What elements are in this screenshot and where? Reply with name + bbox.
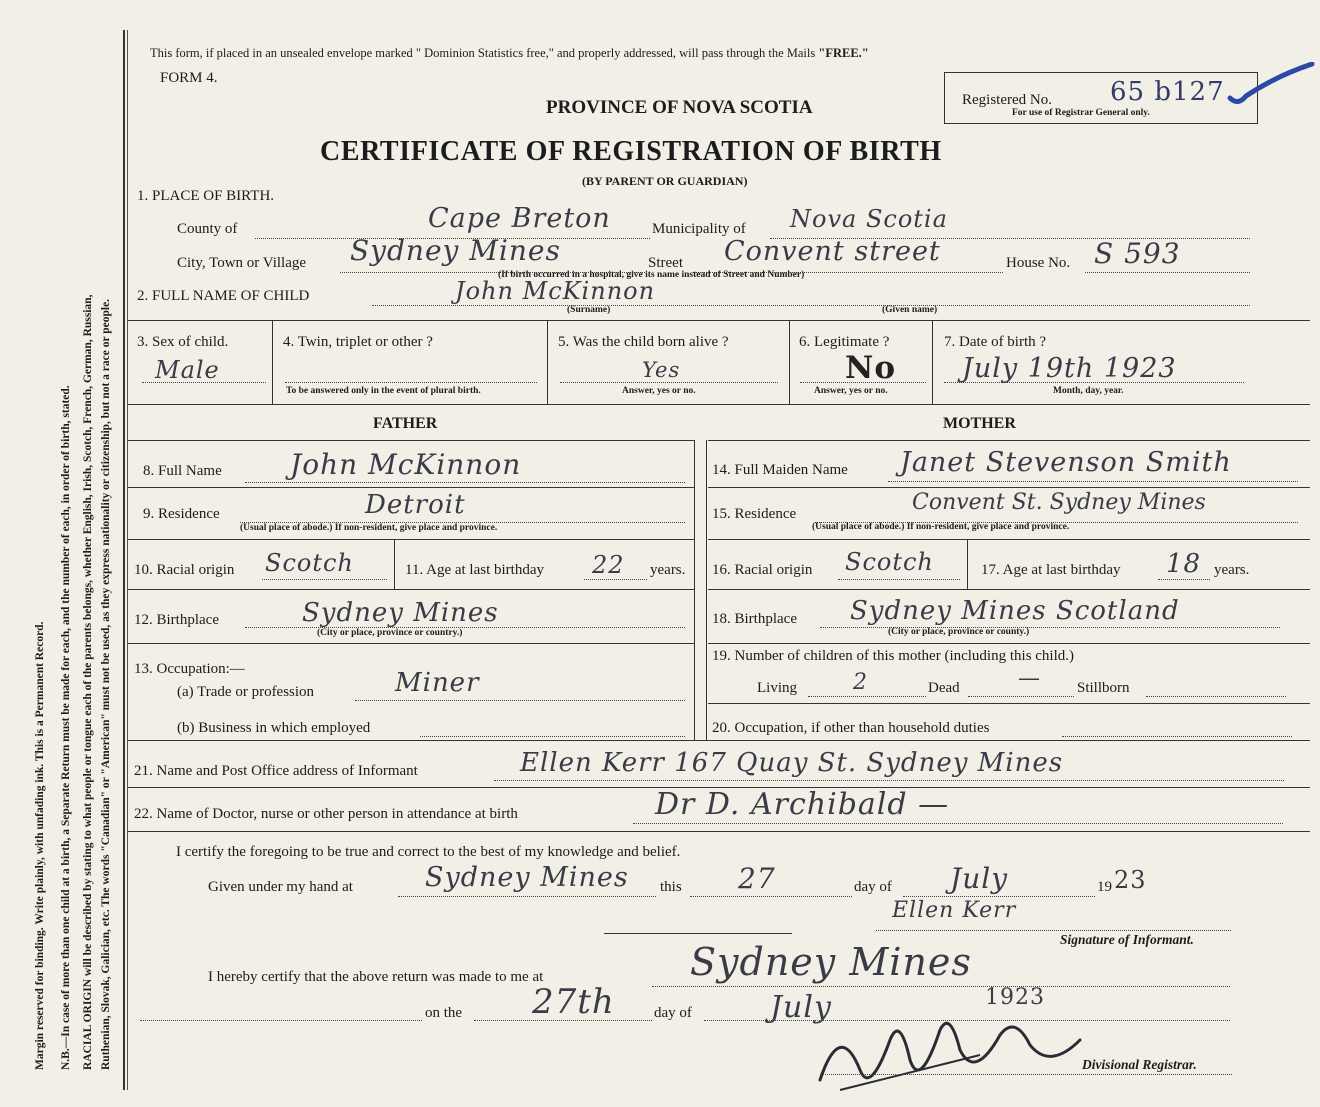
father-birthplace-value: Sydney Mines [302,598,499,628]
row3-divider-2 [547,320,548,404]
father-racial-label: 10. Racial origin [134,562,235,578]
parents-header-rule-left [128,440,694,441]
mother-name-label: 14. Full Maiden Name [712,462,848,478]
margin-note-binding: Margin reserved for binding. Write plainly, with unfading ink. This is a Permanent Record. [34,621,46,1070]
father-age-label: 11. Age at last birthday [405,562,544,578]
father-rule-2 [128,539,694,540]
page-title: CERTIFICATE OF REGISTRATION OF BIRTH [320,136,942,167]
mother-rule-3 [708,589,1310,590]
given-label: Given under my hand at [208,879,353,895]
dob-note: Month, day, year. [1053,386,1124,396]
row3-divider-4 [932,320,933,404]
informant-signature-line [876,930,1231,931]
check-mark-icon [1226,62,1316,113]
mother-age-value: 18 [1166,549,1202,579]
alive-line [560,382,778,383]
registrar-place-value: Sydney Mines [690,940,972,984]
mother-occupation-line [1062,736,1292,737]
father-years-label: years. [650,562,686,578]
registrar-signature-line [820,1074,1232,1075]
child-name-label: 2. FULL NAME OF CHILD [137,288,310,304]
father-age-value: 22 [592,551,625,579]
mother-rule-1 [708,487,1310,488]
mail-free: "FREE." [818,46,869,60]
this-label: this [660,879,682,895]
informant-line [494,780,1284,781]
mother-birthplace-label: 18. Birthplace [712,611,797,627]
father-residence-label: 9. Residence [143,506,220,522]
informant-value: Ellen Kerr 167 Quay St. Sydney Mines [520,748,1064,778]
legitimate-value: No [845,350,897,386]
parents-divider-b [706,440,707,740]
dead-label: Dead [928,680,960,696]
sex-label: 3. Sex of child. [137,334,229,350]
alive-value: Yes [642,358,681,382]
registrar-day-value: 27th [532,982,615,1022]
twin-line [285,382,537,383]
day-of-label: day of [854,879,892,895]
margin-note-racial-origin: RACIAL ORIGIN will be described by stating to what people or tongue each of the parents belongs, whether English, Irish, Scotch, French, German, Russian, [82,294,94,1070]
given-name-note: (Given name) [882,305,938,315]
registrar-day-of-label: day of [654,1005,692,1021]
legitimate-label: 6. Legitimate ? [799,334,890,350]
registrar-year-value: 1923 [985,985,1045,1010]
row3-divider-1 [272,320,273,404]
certify-month-value: July [950,862,1009,895]
informant-top-rule [128,740,1310,741]
mother-heading: MOTHER [943,415,1016,432]
living-value: 2 [853,670,868,695]
certify-separator [604,933,792,934]
registered-value: 65 b127 [1110,77,1225,107]
house-value: S 593 [1094,237,1181,270]
house-label: House No. [1006,255,1071,271]
father-rule-1 [128,487,694,488]
stillborn-label: Stillborn [1077,680,1130,696]
binding-margin-rule [123,30,125,1090]
sex-value: Male [155,356,220,384]
registrar-note: For use of Registrar General only. [1012,108,1150,118]
mother-residence-note: (Usual place of abode.) If non-resident, give place and province. [812,522,1070,532]
on-the-label: on the [425,1005,463,1021]
parents-header-rule-right [708,440,1310,441]
mother-rule-5 [708,703,1310,704]
city-label: City, Town or Village [177,255,307,271]
mother-residence-value: Convent St. Sydney Mines [912,490,1206,515]
father-birthplace-label: 12. Birthplace [134,612,219,628]
doctor-label: 22. Name of Doctor, nurse or other person in attendance at birth [134,806,518,822]
street-note: (If birth occurred in a hospital, give its name instead of Street and Number) [498,270,805,280]
margin-note-racial-origin-cont: Ruthenian, Slovak, Galician, etc. The words "Canadian" or "American" must not be used, as they express nationality or citizenship, but not a race or people. [100,298,112,1070]
year-prefix: 19 [1097,879,1112,895]
father-rule-4 [128,643,694,644]
street-value: Convent street [724,236,941,267]
dob-label: 7. Date of birth ? [944,334,1047,350]
father-racial-value: Scotch [265,549,354,577]
living-line [808,696,926,697]
given-place-value: Sydney Mines [425,862,629,893]
father-racial-divider [394,539,395,589]
municipality-label: Municipality of [652,221,746,237]
mother-racial-value: Scotch [845,548,934,576]
row3-top-rule [128,320,1310,321]
margin-note-multiple-birth: N.B.—In case of more than one child at a birth, a Separate Return must be made for each, and the number of each, in order of birth, stated. [60,385,72,1070]
day-line [690,896,852,897]
mother-residence-label: 15. Residence [712,506,797,522]
legitimate-note: Answer, yes or no. [814,386,888,396]
mother-racial-label: 16. Racial origin [712,562,813,578]
alive-note: Answer, yes or no. [622,386,696,396]
mother-rule-4 [708,643,1310,644]
month-line [903,896,1095,897]
certify-day-value: 27 [738,862,776,895]
mother-children-label: 19. Number of children of this mother (including this child.) [712,648,1075,664]
stillborn-line [1146,696,1286,697]
row3-divider-3 [789,320,790,404]
mother-occupation-label: 20. Occupation, if other than household duties [712,720,990,736]
father-name-value: John McKinnon [290,448,522,481]
registrar-statement: I hereby certify that the above return was made to me at [208,969,544,985]
twin-note: To be answered only in the event of plural birth. [286,386,481,396]
registrar-signature-label: Divisional Registrar. [1082,1057,1197,1072]
form-number: FORM 4. [160,70,218,86]
mail-notice [150,46,869,61]
father-racial-line [262,579,387,580]
child-name-line [372,305,1250,306]
mail-notice-text: This form, if placed in an unsealed envelope marked " Dominion Statistics free," and properly addressed, will pass through the Mails [150,46,816,60]
father-occupation-label: 13. Occupation:— [134,661,245,677]
place-of-birth-heading: 1. PLACE OF BIRTH. [137,188,275,204]
mother-age-line [1158,579,1210,580]
given-place-line [398,896,656,897]
municipality-value: Nova Scotia [790,205,948,233]
father-birthplace-note: (City or place, province or country.) [317,628,463,638]
doctor-line [633,823,1283,824]
registrar-signature-icon [800,1000,1100,1105]
informant-signature-label: Signature of Informant. [1060,932,1194,947]
mother-rule-2 [708,539,1310,540]
county-value: Cape Breton [428,203,611,234]
father-rule-3 [128,589,694,590]
mother-age-label: 17. Age at last birthday [981,562,1121,578]
mother-birthplace-note: (City or place, province or county.) [888,627,1030,637]
surname-note: (Surname) [567,305,611,315]
father-residence-value: Detroit [365,490,466,520]
mother-name-line [888,481,1298,482]
mother-name-value: Janet Stevenson Smith [900,447,1232,478]
province-title: PROVINCE OF NOVA SCOTIA [546,97,813,118]
registrar-month-value: July [770,990,832,1025]
alive-label: 5. Was the child born alive ? [558,334,729,350]
binding-margin-rule-inner [127,30,128,1090]
city-value: Sydney Mines [350,234,561,267]
father-trade-line [355,700,685,701]
mother-racial-divider [967,539,968,589]
father-heading: FATHER [373,415,438,432]
registrar-left-line [140,1020,422,1021]
dob-value: July 19th 1923 [962,353,1177,384]
registered-label: Registered No. [962,92,1052,108]
page-subtitle: (BY PARENT OR GUARDIAN) [582,174,748,188]
mother-racial-line [838,579,960,580]
parents-divider-a [694,440,695,740]
dead-value: — [1018,666,1041,691]
informant-label: 21. Name and Post Office address of Informant [134,763,418,779]
father-residence-note: (Usual place of abode.) If non-resident, give place and province. [240,523,498,533]
certify-year-value: 23 [1114,866,1147,894]
county-label: County of [177,221,238,237]
registrar-place-line [652,986,1230,987]
twin-label: 4. Twin, triplet or other ? [283,334,433,350]
father-name-label: 8. Full Name [143,463,222,479]
father-name-line [245,482,685,483]
doctor-value: Dr D. Archibald — [655,787,950,822]
dead-line [968,696,1074,697]
doctor-bottom-rule [128,831,1310,832]
father-business-line [420,736,685,737]
certify-statement: I certify the foregoing to be true and correct to the best of my knowledge and belief. [176,844,681,860]
informant-signature: Ellen Kerr [892,898,1017,923]
child-name-value: John McKinnon [455,277,656,305]
father-trade-label: (a) Trade or profession [177,684,315,700]
row3-bottom-rule [128,404,1310,405]
father-age-line [584,579,647,580]
mother-years-label: years. [1214,562,1250,578]
street-label: Street [648,255,683,271]
living-label: Living [757,680,797,696]
mother-birthplace-value: Sydney Mines Scotland [850,596,1180,626]
father-business-label: (b) Business in which employed [177,720,371,736]
father-trade-value: Miner [395,668,480,698]
house-line [1085,272,1250,273]
